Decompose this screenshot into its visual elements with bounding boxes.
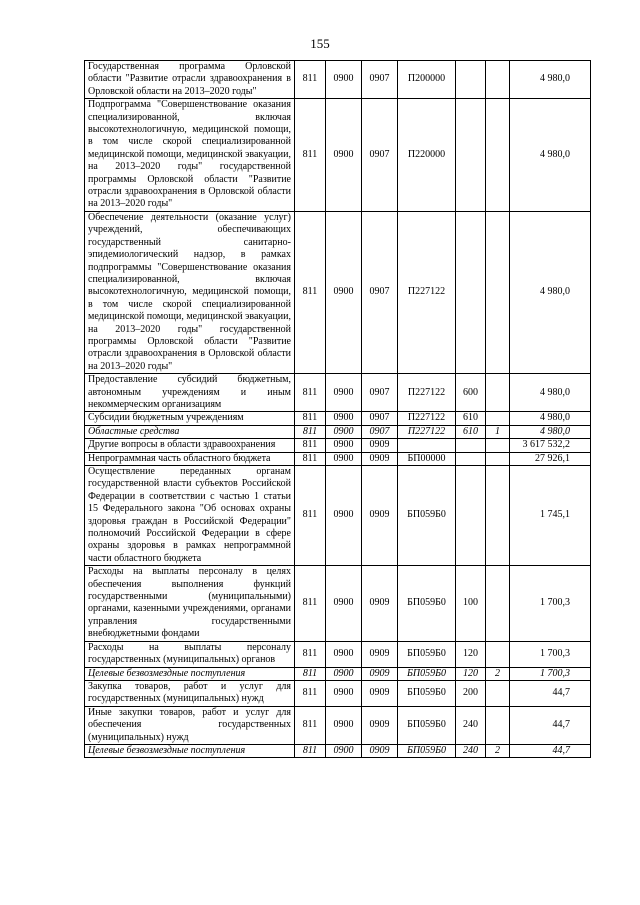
table-row [85, 706, 591, 744]
table-row [85, 61, 591, 99]
cell-rz: 0900 [326, 452, 362, 465]
cell-gr: 811 [295, 641, 326, 667]
cell-pr: 0909 [362, 641, 398, 667]
cell-gr: 811 [295, 374, 326, 412]
cell-gr: 811 [295, 466, 326, 566]
cell-csr: БП00000 [398, 452, 456, 465]
cell-rz: 0900 [326, 99, 362, 212]
row-name: Целевые безвозмездные поступления [85, 744, 295, 757]
cell-csr: БП059Б0 [398, 466, 456, 566]
cell-ist [486, 412, 510, 425]
cell-ist [486, 566, 510, 641]
cell-gr: 811 [295, 706, 326, 744]
cell-vr [456, 439, 486, 452]
cell-csr: П227122 [398, 425, 456, 438]
cell-ist [486, 680, 510, 706]
cell-sum: 4 980,0 [510, 61, 591, 99]
cell-vr [456, 61, 486, 99]
cell-csr: БП059Б0 [398, 667, 456, 680]
cell-pr: 0909 [362, 466, 398, 566]
cell-vr [456, 452, 486, 465]
cell-gr: 811 [295, 566, 326, 641]
cell-ist: 1 [486, 425, 510, 438]
cell-rz: 0900 [326, 425, 362, 438]
cell-rz: 0900 [326, 744, 362, 757]
cell-gr: 811 [295, 452, 326, 465]
row-name: Подпрограмма "Совершенствование оказания специализированной, включая высокотехнологичную, медицинской помощи, в том числе скорой специализированной медицинской помощи, медицинской эвакуации, на 2013–2020 годы" государственной программы Орловской области "Развитие отрасли здравоохранения в Орловской области на 2013–2020 годы" [85, 99, 295, 212]
cell-pr: 0909 [362, 744, 398, 757]
cell-rz: 0900 [326, 566, 362, 641]
cell-sum: 4 980,0 [510, 211, 591, 373]
cell-pr: 0909 [362, 439, 398, 452]
budget-table [84, 60, 591, 758]
cell-sum: 4 980,0 [510, 412, 591, 425]
table-row [85, 439, 591, 452]
table-row [85, 452, 591, 465]
table-row [85, 641, 591, 667]
row-name: Расходы на выплаты персоналу в целях обеспечения выполнения функций государственными (муниципальными) органами, казенными учреждениями, органами управления государственными внебюджетными фондами [85, 566, 295, 641]
cell-vr: 610 [456, 425, 486, 438]
cell-sum: 3 617 532,2 [510, 439, 591, 452]
cell-sum: 4 980,0 [510, 374, 591, 412]
cell-csr: П220000 [398, 99, 456, 212]
cell-rz: 0900 [326, 641, 362, 667]
cell-sum: 4 980,0 [510, 99, 591, 212]
cell-csr: БП059Б0 [398, 706, 456, 744]
cell-vr: 100 [456, 566, 486, 641]
cell-vr: 120 [456, 641, 486, 667]
cell-csr: П227122 [398, 412, 456, 425]
cell-sum: 1 700,3 [510, 667, 591, 680]
cell-pr: 0907 [362, 99, 398, 212]
row-name: Другие вопросы в области здравоохранения [85, 439, 295, 452]
cell-rz: 0900 [326, 680, 362, 706]
cell-csr: П227122 [398, 211, 456, 373]
table-row [85, 374, 591, 412]
cell-ist [486, 452, 510, 465]
cell-gr: 811 [295, 680, 326, 706]
cell-rz: 0900 [326, 466, 362, 566]
row-name: Субсидии бюджетным учреждениям [85, 412, 295, 425]
row-name: Расходы на выплаты персоналу государственных (муниципальных) органов [85, 641, 295, 667]
cell-ist: 2 [486, 744, 510, 757]
cell-vr: 240 [456, 706, 486, 744]
cell-ist [486, 61, 510, 99]
table-row [85, 667, 591, 680]
table-row [85, 99, 591, 212]
table-row [85, 211, 591, 373]
cell-pr: 0909 [362, 667, 398, 680]
cell-gr: 811 [295, 99, 326, 212]
cell-sum: 27 926,1 [510, 452, 591, 465]
row-name: Иные закупки товаров, работ и услуг для обеспечения государственных (муниципальных) нужд [85, 706, 295, 744]
row-name: Предоставление субсидий бюджетным, автономным учреждениям и иным некоммерческим организациям [85, 374, 295, 412]
cell-pr: 0907 [362, 61, 398, 99]
cell-sum: 1 700,3 [510, 641, 591, 667]
cell-rz: 0900 [326, 61, 362, 99]
row-name: Непрограммная часть областного бюджета [85, 452, 295, 465]
cell-vr: 200 [456, 680, 486, 706]
cell-csr: П200000 [398, 61, 456, 99]
row-name: Государственная программа Орловской области "Развитие отрасли здравоохранения в Орловской области на 2013–2020 годы" [85, 61, 295, 99]
table-row [85, 744, 591, 757]
cell-ist [486, 211, 510, 373]
row-name: Областные средства [85, 425, 295, 438]
cell-ist [486, 439, 510, 452]
cell-csr: БП059Б0 [398, 641, 456, 667]
cell-vr: 610 [456, 412, 486, 425]
cell-ist: 2 [486, 667, 510, 680]
cell-csr: БП059Б0 [398, 566, 456, 641]
cell-gr: 811 [295, 744, 326, 757]
cell-pr: 0907 [362, 211, 398, 373]
table-row [85, 412, 591, 425]
cell-vr [456, 466, 486, 566]
cell-rz: 0900 [326, 706, 362, 744]
cell-pr: 0909 [362, 680, 398, 706]
cell-ist [486, 99, 510, 212]
cell-rz: 0900 [326, 211, 362, 373]
cell-sum: 4 980,0 [510, 425, 591, 438]
page-number: 155 [310, 36, 330, 51]
row-name: Целевые безвозмездные поступления [85, 667, 295, 680]
table-row [85, 566, 591, 641]
table-body [85, 61, 591, 758]
cell-vr [456, 99, 486, 212]
row-name: Обеспечение деятельности (оказание услуг) учреждений, обеспечивающих государственный санитарно-эпидемиологический надзор, в рамках подпрограммы "Совершенствование оказания специализированной, включая высокотехнологичную, медицинской помощи, в том числе скорой специализированной медицинской помощи, медицинской эвакуации, на 2013–2020 годы" государственной программы Орловской области "Развитие отрасли здравоохранения в Орловской области на 2013–2020 годы" [85, 211, 295, 373]
cell-pr: 0907 [362, 425, 398, 438]
cell-vr: 120 [456, 667, 486, 680]
cell-pr: 0909 [362, 452, 398, 465]
cell-pr: 0907 [362, 412, 398, 425]
cell-rz: 0900 [326, 374, 362, 412]
cell-csr: БП059Б0 [398, 680, 456, 706]
cell-vr: 600 [456, 374, 486, 412]
cell-vr [456, 211, 486, 373]
cell-pr: 0909 [362, 706, 398, 744]
cell-rz: 0900 [326, 439, 362, 452]
cell-csr [398, 439, 456, 452]
cell-sum: 44,7 [510, 706, 591, 744]
cell-gr: 811 [295, 61, 326, 99]
cell-vr: 240 [456, 744, 486, 757]
cell-gr: 811 [295, 667, 326, 680]
table-row [85, 425, 591, 438]
cell-rz: 0900 [326, 412, 362, 425]
table-row [85, 680, 591, 706]
cell-csr: БП059Б0 [398, 744, 456, 757]
cell-pr: 0907 [362, 374, 398, 412]
cell-sum: 1 745,1 [510, 466, 591, 566]
cell-sum: 1 700,3 [510, 566, 591, 641]
table-row [85, 466, 591, 566]
cell-gr: 811 [295, 211, 326, 373]
cell-gr: 811 [295, 425, 326, 438]
cell-ist [486, 466, 510, 566]
cell-csr: П227122 [398, 374, 456, 412]
cell-gr: 811 [295, 439, 326, 452]
cell-sum: 44,7 [510, 744, 591, 757]
cell-sum: 44,7 [510, 680, 591, 706]
cell-ist [486, 706, 510, 744]
cell-ist [486, 641, 510, 667]
cell-gr: 811 [295, 412, 326, 425]
cell-ist [486, 374, 510, 412]
cell-pr: 0909 [362, 566, 398, 641]
row-name: Осуществление переданных органам государственной власти субъектов Российской Федерации в соответствии с частью 1 статьи 15 Федерального закона "Об основах охраны здоровья граждан в Российской Федерации" полномочий Российской Федерации в сфере охраны здоровья в рамках непрограммной части областного бюджета [85, 466, 295, 566]
row-name: Закупка товаров, работ и услуг для государственных (муниципальных) нужд [85, 680, 295, 706]
cell-rz: 0900 [326, 667, 362, 680]
